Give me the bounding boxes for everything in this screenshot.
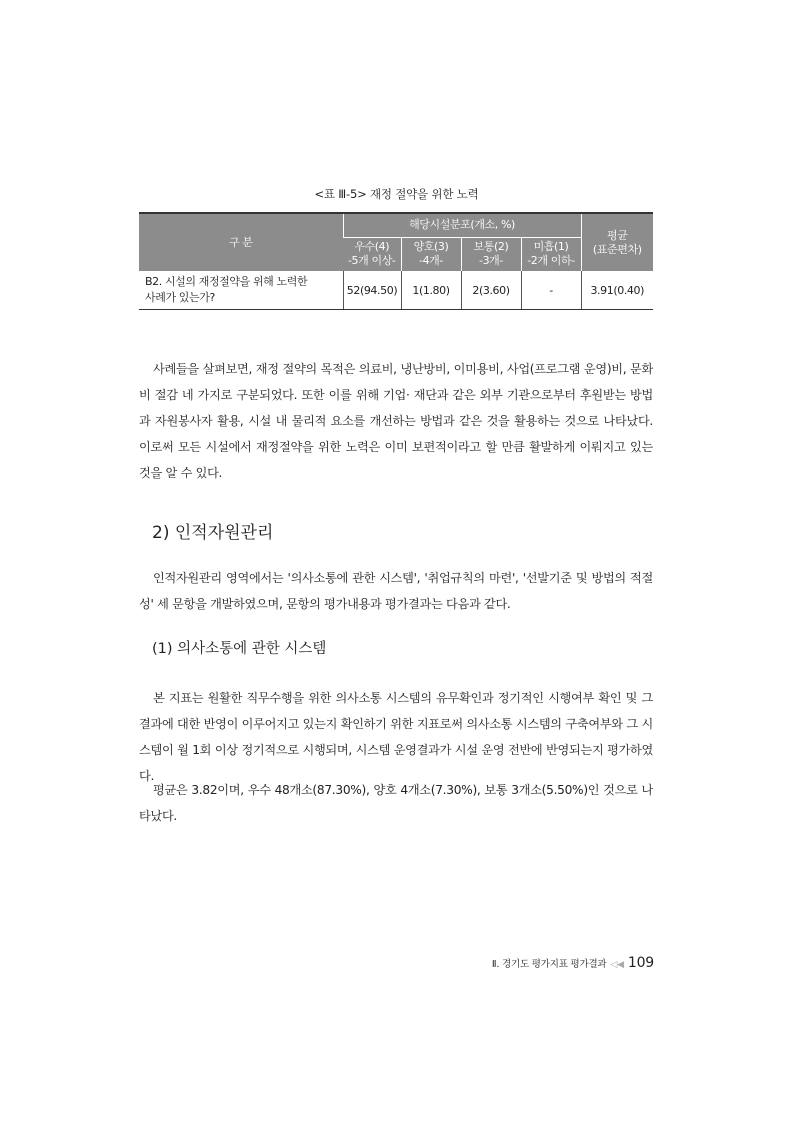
page-number: 109	[627, 955, 654, 971]
header-category: 구 분	[139, 213, 343, 271]
paragraph-results: 평균은 3.82이며, 우수 48개소(87.30%), 양호 4개소(7.30%), 보통 3개소(5.50%)인 것으로 나타났다.	[139, 783, 653, 823]
page-footer	[470, 955, 654, 971]
row-item: B2. 시설의 재정절약을 위해 노력한 사례가 있는가?	[139, 271, 343, 310]
cell-excellent: 52(94.50)	[343, 271, 401, 310]
header-excellent: 우수(4) -5개 이상-	[343, 237, 401, 271]
header-distribution: 해당시설분포(개소, %)	[343, 213, 581, 237]
paragraph-indicator: 본 지표는 원활한 직무수행을 위한 의사소통 시스템의 유무확인과 정기적인 시행여부 확인 및 그 결과에 대한 반영이 이루어지고 있는지 확인하기 위한 지표로써 의사소통 시스템의 구축여부와 그 시스템이 월 1회 이상 정기적으로 시행되며, 시스템 운영결과가 시설 운영 전반에 반영되는지 평가하였다.	[139, 691, 653, 783]
cell-mean: 3.91(0.40)	[581, 271, 653, 310]
table-row	[139, 271, 653, 310]
cell-fair: 2(3.60)	[461, 271, 521, 310]
header-mean: 평균 (표준편차)	[581, 213, 653, 271]
section-heading: 2) 인적자원관리	[152, 523, 274, 543]
arrow-icon: ◁◀	[610, 960, 624, 970]
evaluation-table	[139, 212, 653, 310]
header-poor: 미흡(1) -2개 이하-	[521, 237, 581, 271]
paragraph-hr-intro: 인적자원관리 영역에서는 '의사소통에 관한 시스템', '취업규칙의 마련', '선발기준 및 방법의 적절성' 세 문항을 개발하였으며, 문항의 평가내용과 평가결과는 다음과 같다.	[139, 571, 653, 611]
footer-chapter: Ⅱ. 경기도 평가지표 평가결과	[491, 959, 607, 970]
cell-poor: -	[521, 271, 581, 310]
header-good: 양호(3) -4개-	[401, 237, 461, 271]
table-caption: <표 Ⅲ-5> 재정 절약을 위한 노력	[314, 187, 479, 201]
header-fair: 보통(2) -3개-	[461, 237, 521, 271]
cell-good: 1(1.80)	[401, 271, 461, 310]
paragraph-savings: 사례들을 살펴보면, 재정 절약의 목적은 의료비, 냉난방비, 이미용비, 사업(프로그램 운영)비, 문화비 절감 네 가지로 구분되었다. 또한 이를 위해 기업· 재단과 같은 외부 기관으로부터 후원받는 방법과 자원봉사자 활용, 시설 내 물리적 요소를 개선하는 방법과 같은 것을 활용하는 것으로 나타났다. 이로써 모든 시설에서 재정절약을 위한 노력은 이미 보편적이라고 할 만큼 활발하게 이뤄지고 있는 것을 알 수 있다.	[139, 362, 653, 480]
subsection-heading: (1) 의사소통에 관한 시스템	[152, 641, 327, 657]
